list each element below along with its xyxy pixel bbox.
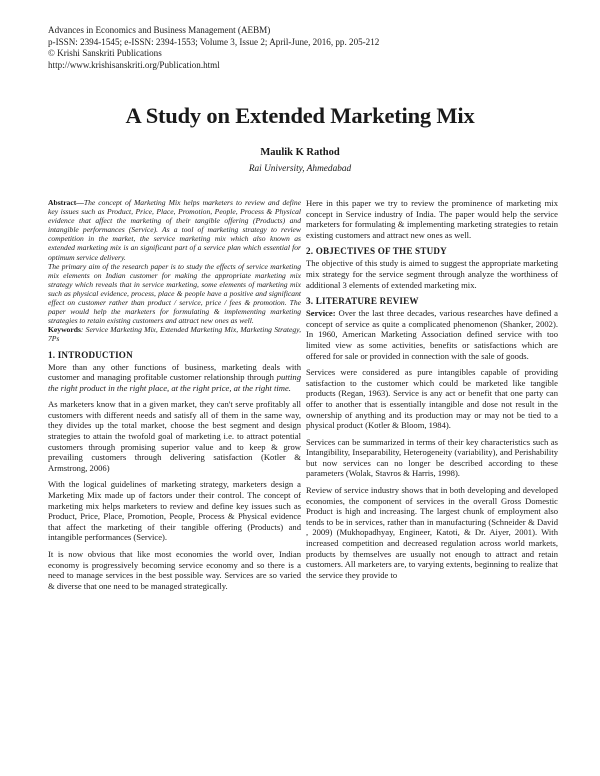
literature-paragraph-3: Services can be summarized in terms of their key characteristics such as Intangibility, Inseparability, Heterogeneity (variability), and Perishability but now services can no longer be described according to these parameters (Wolak, Stavros & Harris, 1998). bbox=[306, 436, 558, 479]
intro-paragraph-4: It is now obvious that like most economies the world over, Indian economy is progressively becoming service economy and so there is a need to manage services in the best possible way. Services are so varied & diverse that one need to be managed strategically. bbox=[48, 549, 301, 591]
journal-copyright: © Krishi Sanskriti Publications bbox=[48, 48, 162, 59]
journal-issn: p-ISSN: 2394-1545; e-ISSN: 2394-1553; Volume 3, Issue 2; April-June, 2016, pp. 205-212 bbox=[48, 36, 380, 47]
intro-p1-text: More than any other functions of business, marketing deals with customer and managing profitable customer relationship through bbox=[48, 361, 301, 383]
abstract-paragraph-2: The primary aim of the research paper is to study the effects of service marketing mix elements on Indian customer for making the appropriate marketing mix strategy which reveals that in service marketing, some elements of marketing mix such as physical evidence, process, place & people have a positive and significant effect on customer rather than product / service, price / fees & promotion. The paper would help the marketers for formulating & implementing marketing strategies to retain existing customers and attract new ones as well. bbox=[48, 261, 301, 326]
abstract-label: Abstract— bbox=[48, 198, 84, 207]
abstract bbox=[48, 198, 301, 262]
right-column bbox=[306, 198, 558, 586]
objectives-paragraph: The objective of this study is aimed to suggest the appropriate marketing mix strategy for the service segment through analyze the worthiness of additional 3 elements of extended marketing mix. bbox=[306, 258, 558, 290]
literature-paragraph-4: Review of service industry shows that in both developing and developed economies, the component of services in the overall Gross Domestic Product is high and increasing. The largest chunk of employment also tends to be in services, rather than in manufacturing (Schneider & David , 2009) (Mukhopadhyay, Engineer, Katoti, & Dr. Aiyer, 2001). With increased competition and decreased regulation across world markets, products by themselves are usually not enough to attract and retain customers. All marketers are, to varying extents, beginning to realize that the service they provide to bbox=[306, 485, 558, 580]
intro-p1-italic: putting the right product in the right place, at the right price, at the right time. bbox=[48, 372, 301, 393]
intro-paragraph-2: As marketers know that in a given market, they can't serve profitably all customers with different needs and satisfy all of them in the same way, they divides up the total market, choose the best segment and design strategies to attain the twofold goal of marketing i.e. to attract potential customers through promising superior value and to keep & grow prevailing customers through delivering satisfaction (Kotler & Armstrong, 2006) bbox=[48, 399, 301, 473]
keywords-label: Keywords bbox=[48, 325, 81, 335]
intro-paragraph-1 bbox=[48, 362, 301, 394]
keywords-text: : Service Marketing Mix, Extended Marketing Mix, Marketing Strategy, 7Ps bbox=[48, 325, 301, 344]
section-heading-introduction: 1. INTRODUCTION bbox=[48, 349, 133, 360]
service-label: Service: bbox=[306, 308, 336, 319]
section-heading-literature-review: 3. LITERATURE REVIEW bbox=[306, 296, 419, 307]
literature-paragraph-1 bbox=[306, 308, 558, 361]
keywords bbox=[48, 325, 301, 343]
author-affiliation: Rai University, Ahmedabad bbox=[248, 164, 352, 174]
journal-url[interactable]: http://www.krishisanskriti.org/Publication.html bbox=[48, 59, 220, 70]
journal-name: Advances in Economics and Business Management (AEBM) bbox=[48, 25, 271, 35]
author-name: Maulik K Rathod bbox=[260, 147, 340, 158]
journal-header bbox=[48, 25, 379, 71]
section-heading-objectives: 2. OBJECTIVES OF THE STUDY bbox=[306, 246, 447, 257]
paper-title: A Study on Extended Marketing Mix bbox=[125, 103, 475, 128]
intro-paragraph-3: With the logical guidelines of marketing strategy, marketers design a Marketing Mix made up of factors under their control. The concept of marketing mix helps marketers to review and define key issues such as Product, Price, Place, Promotion, People, Process & Physical evidence that affect the marketing of their tangible offering (Products) and intangible performances (Service). bbox=[48, 479, 301, 543]
intro-continued-paragraph: Here in this paper we try to review the prominence of marketing mix concept in Service industry of India. The paper would help the service marketers for formulating & implementing marketing strategies to retain existing customers and attract new ones as well. bbox=[306, 198, 558, 240]
literature-p1-text: Over the last three decades, various researches have defined a concept of service as quite a complicated phenomenon (Shanker, 2002). In 1960, American Marketing Association defined service with too limited view as some activities, benefits or satisfactions which are offered for sale or provided in connection with the sale of goods. bbox=[306, 308, 558, 361]
literature-paragraph-2: Services were considered as pure intangibles capable of providing satisfaction to the customer which could be marketed like tangible products (Regan, 1963). Service is any act or benefit that one party can offer to another that is essentially intangible and dose not result in the ownership of anything and its production may or may not be tied to a physical product (Kotler & Bloom, 1984). bbox=[306, 367, 558, 431]
left-column bbox=[48, 198, 301, 597]
abstract-text: The concept of Marketing Mix helps marketers to review and define key issues such as Product, Price, Place, Promotion, People, Process & Physical evidence that affect the marketing of their tangible offering (Products) and intangible performances (Service). As a tool of marketing strategy to review competition in the market, the service marketing mix which also known as extended marketing mix is an significant part of a service plan which essential for optimum service delivery. bbox=[48, 198, 301, 262]
